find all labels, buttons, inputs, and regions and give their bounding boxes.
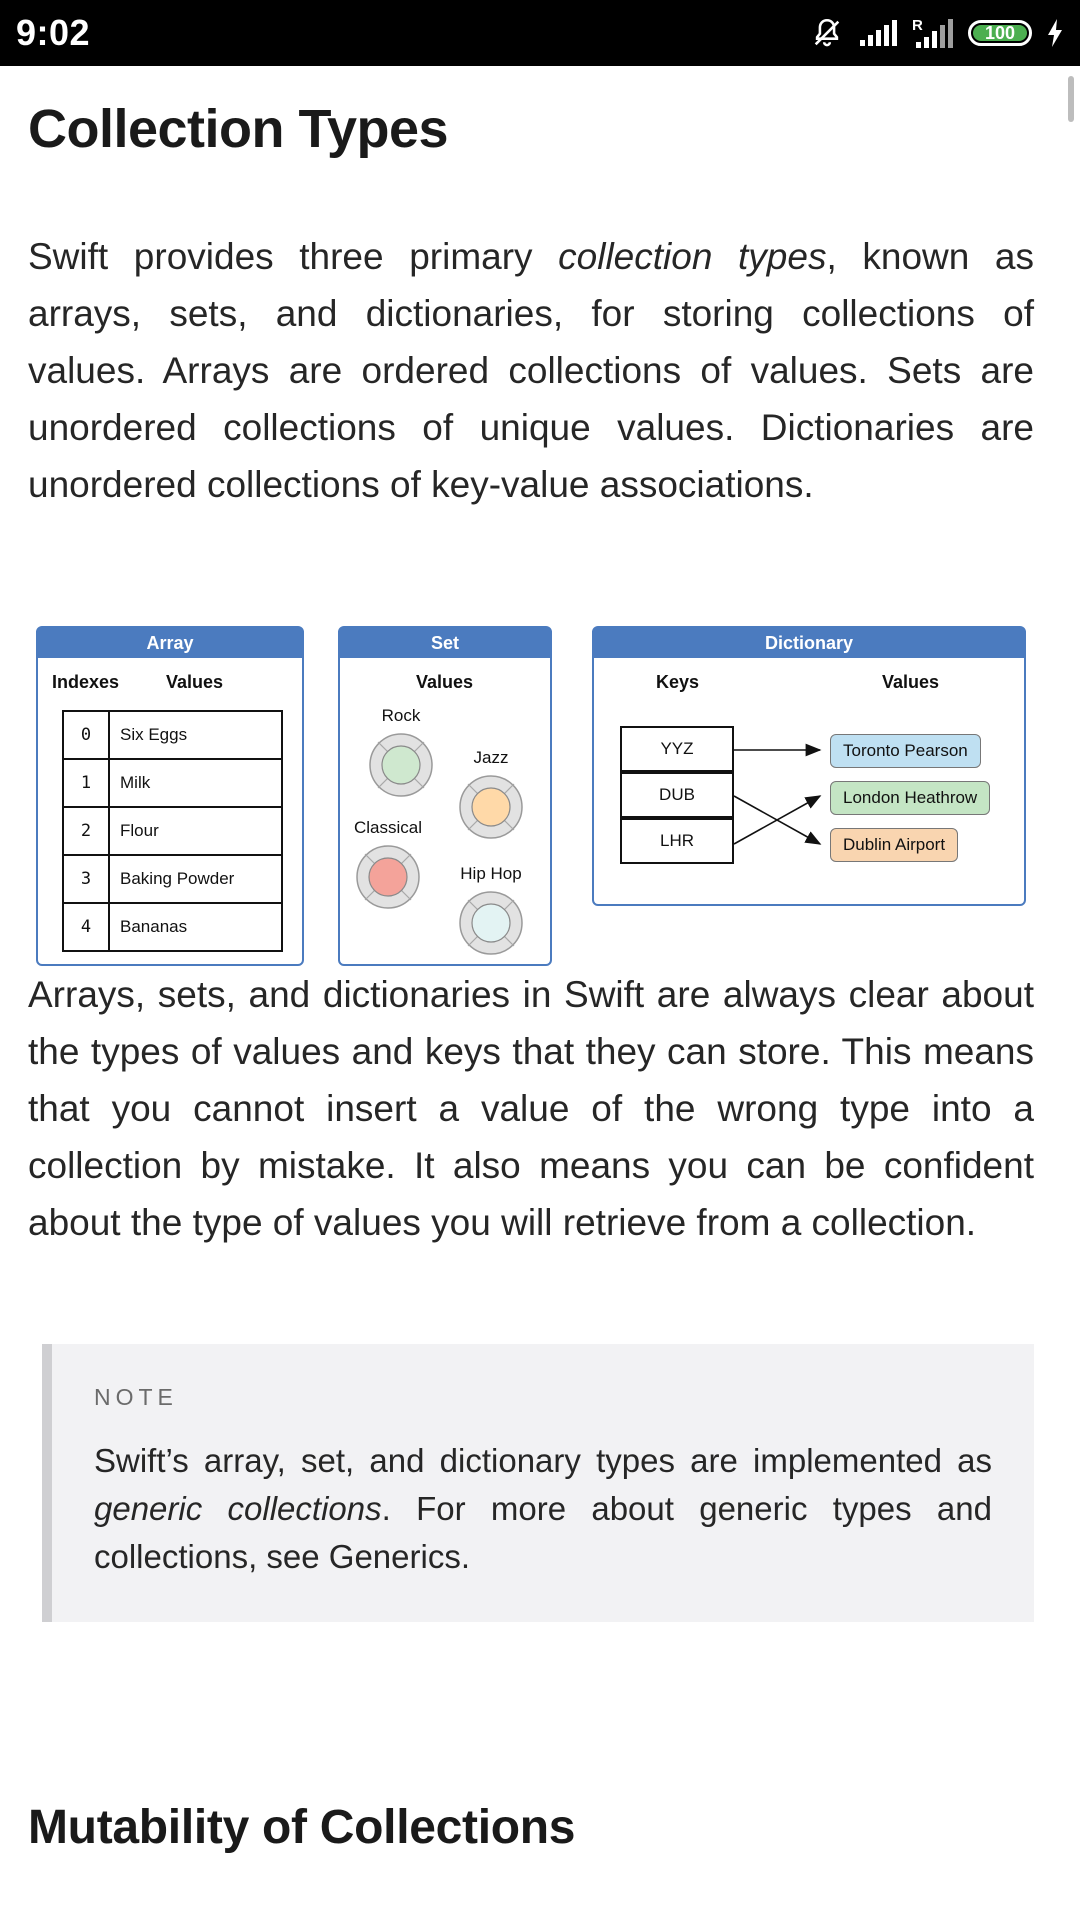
set-values-header: Values [416, 672, 474, 692]
dictionary-value: London Heathrow [830, 781, 990, 815]
array-index-cell: 4 [63, 903, 109, 951]
page-title: Collection Types [28, 99, 449, 159]
roaming-signal-icon [912, 16, 954, 50]
dictionary-value: Toronto Pearson [830, 734, 981, 768]
array-value-cell: Flour [109, 807, 282, 855]
set-item-label: Classical [354, 818, 423, 837]
note-box [42, 1344, 1034, 1622]
set-panel-title: Set [340, 628, 550, 658]
set-value-circle-icon [458, 890, 524, 956]
set-item-label: Jazz [473, 748, 509, 767]
scroll-indicator[interactable] [1068, 76, 1074, 122]
set-item-label: Rock [381, 706, 421, 725]
array-row [63, 711, 282, 759]
set-value-circle-icon [368, 732, 434, 798]
set-item [458, 864, 524, 961]
array-index-cell: 0 [63, 711, 109, 759]
battery-body [968, 20, 1032, 46]
array-row [63, 759, 282, 807]
set-item-label: Hip Hop [460, 864, 522, 883]
charging-bolt-icon [1046, 18, 1064, 48]
array-panel [36, 626, 304, 966]
set-value-circle-icon [355, 844, 421, 910]
notifications-off-icon [810, 16, 844, 50]
dictionary-panel [592, 626, 1026, 906]
array-index-cell: 3 [63, 855, 109, 903]
set-item [368, 706, 434, 803]
array-indexes-header: Indexes [52, 672, 120, 692]
array-value-cell: Bananas [109, 903, 282, 951]
battery-icon [968, 20, 1032, 46]
array-row [63, 855, 282, 903]
array-value-cell: Milk [109, 759, 282, 807]
section-title-mutability: Mutability of Collections [28, 1801, 576, 1854]
array-row [63, 807, 282, 855]
array-table [62, 710, 283, 952]
array-value-cell: Six Eggs [109, 711, 282, 759]
cell-signal-icon [858, 18, 898, 48]
array-row [63, 903, 282, 951]
collection-types-diagram [28, 556, 1034, 937]
dictionary-value: Dublin Airport [830, 828, 958, 862]
dictionary-values-header: Values [882, 672, 940, 692]
array-value-cell: Baking Powder [109, 855, 282, 903]
roaming-label: R [912, 17, 923, 34]
set-item [458, 748, 524, 845]
array-panel-title: Array [38, 628, 302, 658]
set-panel [338, 626, 552, 966]
note-text: Swift’s array, set, and dictionary types are implemented as generic collections. For more about generic types and collections, see Generics. [94, 1442, 992, 1575]
status-icons [810, 16, 1064, 50]
generic-collections-emphasis: generic collections [94, 1490, 382, 1527]
dictionary-key: DUB [620, 772, 734, 818]
array-index-cell: 1 [63, 759, 109, 807]
types-paragraph: Arrays, sets, and dictionaries in Swift are always clear about the types of values and keys that they can store. This means that you cannot insert a value of the wrong type into a collection by mistake. It also means you can be confident about the type of values you will retrieve from a collection. [28, 974, 1034, 1243]
dictionary-key: LHR [620, 818, 734, 864]
set-value-circle-icon [458, 774, 524, 840]
collection-types-emphasis: collection types [558, 236, 827, 277]
dictionary-key: YYZ [620, 726, 734, 772]
status-time: 9:02 [16, 12, 91, 53]
status-bar [0, 0, 1080, 66]
dictionary-panel-title: Dictionary [594, 628, 1024, 658]
note-label: NOTE [94, 1384, 178, 1410]
array-index-cell: 2 [63, 807, 109, 855]
array-values-header: Values [166, 672, 224, 692]
dictionary-keys-header: Keys [656, 672, 700, 692]
intro-paragraph: Swift provides three primary collection types, known as arrays, sets, and dictionaries, for storing collections of values. Arrays are ordered collections of values. Sets are unordered collections of unique values. Dictionaries are unordered collections of key-value associations. [28, 236, 1035, 505]
set-item [354, 818, 422, 915]
battery-level: 100 [984, 22, 1016, 43]
